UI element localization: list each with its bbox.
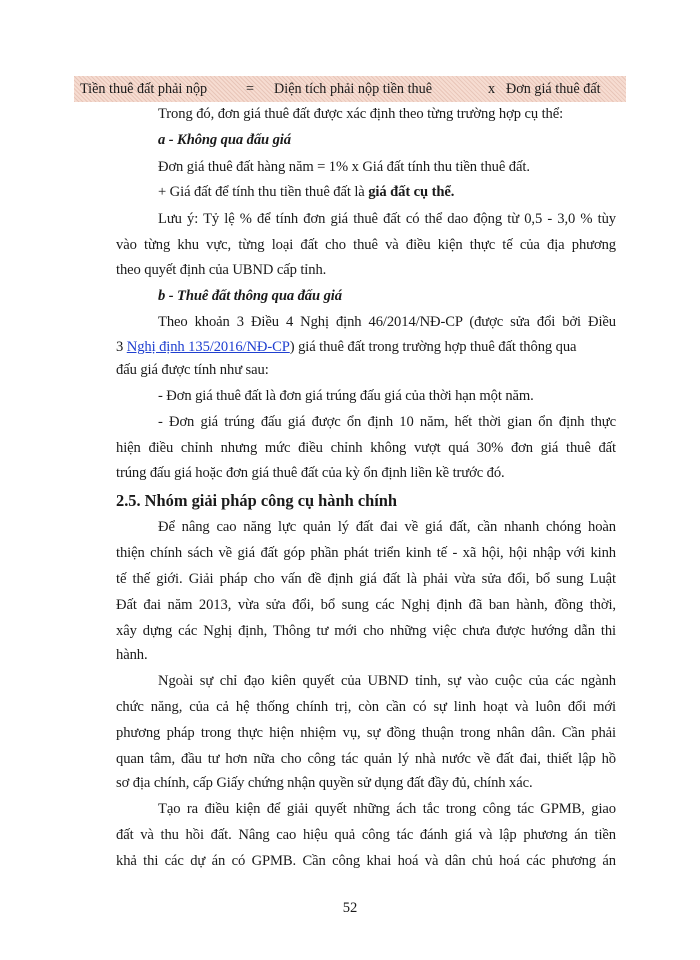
formula-middle: Diện tích phải nộp tiền thuê [274,81,432,97]
subheading-a: a - Không qua đấu giá [158,132,291,148]
text-line: chức năng, của cả hệ thống chính trị, còn cần có sự linh hoạt và luôn đổi mới [116,699,616,715]
text-line: vào từng khu vực, từng loại đất cho thuê và điều kiện thực tế của địa phương [116,237,616,253]
text-line [116,338,576,356]
text-line: Đất đai năm 2013, vừa sửa đổi, bổ sung các Nghị định đã ban hành, đồng thời, [116,597,616,613]
formula-equals: = [246,81,255,97]
formula-left: Tiền thuê đất phải nộp [80,81,208,97]
text-line: đấu giá được tính như sau: [116,362,269,378]
section-heading: 2.5. Nhóm giải pháp công cụ hành chính [116,491,398,510]
formula-operator: x [488,81,496,97]
text-line: - Đơn giá thuê đất là đơn giá trúng đấu giá của thời hạn một năm. [158,388,534,404]
text-line: xây dựng các Nghị định, Thông tư mới cho những việc chưa được hướng dẫn thi [116,623,616,639]
text-line: sơ địa chính, cấp Giấy chứng nhận quyền sử dụng đất đầy đủ, chính xác. [116,775,533,791]
text-line: - Đơn giá trúng đấu giá được ổn định 10 năm, hết thời gian ổn định thực [158,414,616,430]
text-line: Ngoài sự chỉ đạo kiên quyết của UBND tỉnh, sự vào cuộc của các ngành [158,673,616,689]
text-line: Tạo ra điều kiện để giải quyết những ách tắc trong công tác GPMB, giao [158,801,616,817]
text-line: đất và thu hồi đất. Nâng cao hiệu quả công tác đánh giá và lập phương án tiền [116,827,616,843]
bold-phrase: giá đất cụ thể. [368,184,455,200]
text-fragment: + Giá đất để tính thu tiền thuê đất là [158,184,369,200]
text-line: tế thế giới. Giải pháp cho vấn đề định giá đất là phải vừa sửa đổi, bổ sung Luật [116,571,616,587]
page-number: 52 [342,900,358,916]
text-line: quan tâm, đầu tư hơn nữa cho công tác quản lý nhà nước về đất đai, thiết lập hồ [116,751,616,767]
text-line: Để nâng cao năng lực quản lý đất đai về giá đất, cần nhanh chóng hoàn [158,519,616,535]
subheading-b: b - Thuê đất thông qua đấu giá [158,288,342,304]
text-fragment: ) giá thuê đất trong trường hợp thuê đất thông qua [289,339,577,355]
text-line: theo quyết định của UBND cấp tỉnh. [116,262,327,278]
text-fragment: 3 [116,339,127,355]
text-line: khả thi các dự án có GPMB. Cần công khai hoá và dân chủ hoá các phương án [116,853,616,869]
text-line: hành. [116,647,148,663]
text-line: Đơn giá thuê đất hàng năm = 1% x Giá đất tính thu tiền thuê đất. [158,159,530,175]
text-line: Theo khoản 3 Điều 4 Nghị định 46/2014/NĐ-CP (được sửa đổi bởi Điều [158,314,616,330]
formula-row [74,76,626,102]
decree-link[interactable]: Nghị định 135/2016/NĐ-CP [126,339,290,355]
formula-right: Đơn giá thuê đất [506,81,601,97]
text-line: Lưu ý: Tỷ lệ % để tính đơn giá thuê đất có thể dao động từ 0,5 - 3,0 % tùy [158,211,616,227]
text-line [158,183,454,201]
text-line: thiện chính sách về giá đất góp phần phát triển kinh tế - xã hội, hội nhập với kinh [116,545,616,561]
text-line: hiện điều chỉnh nhưng mức điều chỉnh không vượt quá 30% đơn giá thuê đất [116,440,616,456]
text-line: Trong đó, đơn giá thuê đất được xác định theo từng trường hợp cụ thể: [158,106,564,122]
text-line: trúng đấu giá hoặc đơn giá thuê đất của kỳ ổn định liền kề trước đó. [116,465,505,481]
text-line: phương pháp trong thực hiện nhiệm vụ, sự đồng thuận trong nhân dân. Cần phải [116,725,616,741]
